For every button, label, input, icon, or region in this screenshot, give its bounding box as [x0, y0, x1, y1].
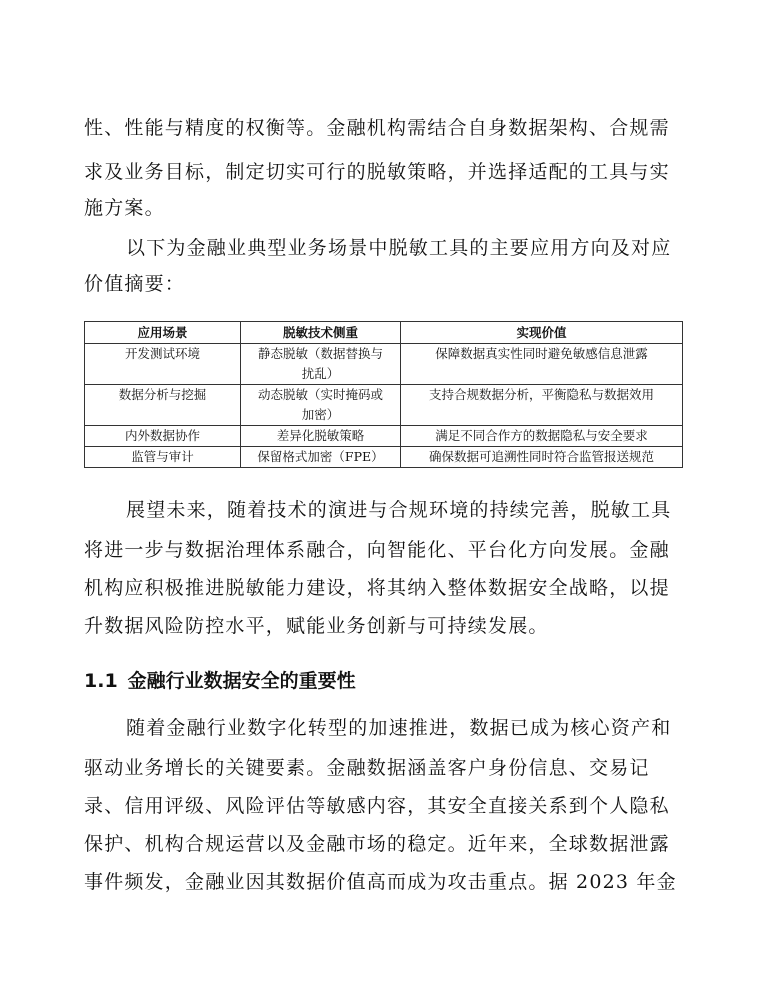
paragraph-3-line-3: 机构应积极推进脱敏能力建设，将其纳入整体数据安全战略，以提 — [84, 577, 670, 599]
paragraph-3-line-1: 展望未来，随着技术的演进与合规环境的持续完善，脱敏工具 — [126, 499, 672, 521]
table-cell: 数据分析与挖掘 — [85, 385, 241, 426]
header-scenario: 应用场景 — [85, 322, 241, 344]
table-cell: 保障数据真实性同时避免敏感信息泄露 — [401, 344, 683, 385]
paragraph-4-line-3: 录、信用评级、风险评估等敏感内容，其安全直接关系到个人隐私 — [84, 795, 670, 817]
table-cell: 支持合规数据分析，平衡隐私与数据效用 — [401, 385, 683, 426]
table-cell: 确保数据可追溯性同时符合监管报送规范 — [401, 447, 683, 468]
table-cell: 保留格式加密（FPE） — [241, 447, 401, 468]
table-row — [85, 385, 683, 426]
paragraph-3-line-4: 升数据风险防控水平，赋能业务创新与可持续发展。 — [84, 615, 549, 637]
section-title: 金融行业数据安全的重要性 — [127, 670, 356, 692]
table-header-row — [85, 322, 683, 344]
paragraph-4-line-1: 随着金融行业数字化转型的加速推进，数据已成为核心资产和 — [126, 717, 672, 739]
section-heading — [84, 668, 356, 694]
header-technique: 脱敏技术侧重 — [241, 322, 401, 344]
table-row — [85, 344, 683, 385]
paragraph-4-line-4: 保护、机构合规运营以及金融市场的稳定。近年来，全球数据泄露 — [84, 833, 670, 855]
table-cell: 动态脱敏（实时掩码或加密） — [241, 385, 401, 426]
paragraph-1-line-1: 性、性能与精度的权衡等。金融机构需结合自身数据架构、合规需 — [84, 117, 670, 139]
paragraph-3-line-2: 将进一步与数据治理体系融合，向智能化、平台化方向发展。金融 — [84, 539, 670, 561]
table-cell: 满足不同合作方的数据隐私与安全要求 — [401, 426, 683, 447]
paragraph-4-line-2: 驱动业务增长的关键要素。金融数据涵盖客户身份信息、交易记 — [84, 757, 650, 779]
paragraph-4-line-5: 事件频发，金融业因其数据价值高而成为攻击重点。据 2023 年金 — [84, 871, 677, 893]
table-cell: 开发测试环境 — [85, 344, 241, 385]
table-cell: 差异化脱敏策略 — [241, 426, 401, 447]
paragraph-1-line-2: 求及业务目标，制定切实可行的脱敏策略，并选择适配的工具与实 — [84, 161, 670, 183]
table-cell: 内外数据协作 — [85, 426, 241, 447]
table-row — [85, 447, 683, 468]
header-value: 实现价值 — [401, 322, 683, 344]
section-number: 1.1 — [84, 670, 118, 692]
paragraph-1-line-3: 施方案。 — [84, 197, 165, 219]
table-row — [85, 426, 683, 447]
table-cell: 监管与审计 — [85, 447, 241, 468]
paragraph-2-line-1: 以下为金融业典型业务场景中脱敏工具的主要应用方向及对应 — [126, 237, 672, 259]
paragraph-2-line-2: 价值摘要： — [84, 273, 186, 295]
table-cell: 静态脱敏（数据替换与扰乱） — [241, 344, 401, 385]
scenario-table — [84, 321, 683, 468]
